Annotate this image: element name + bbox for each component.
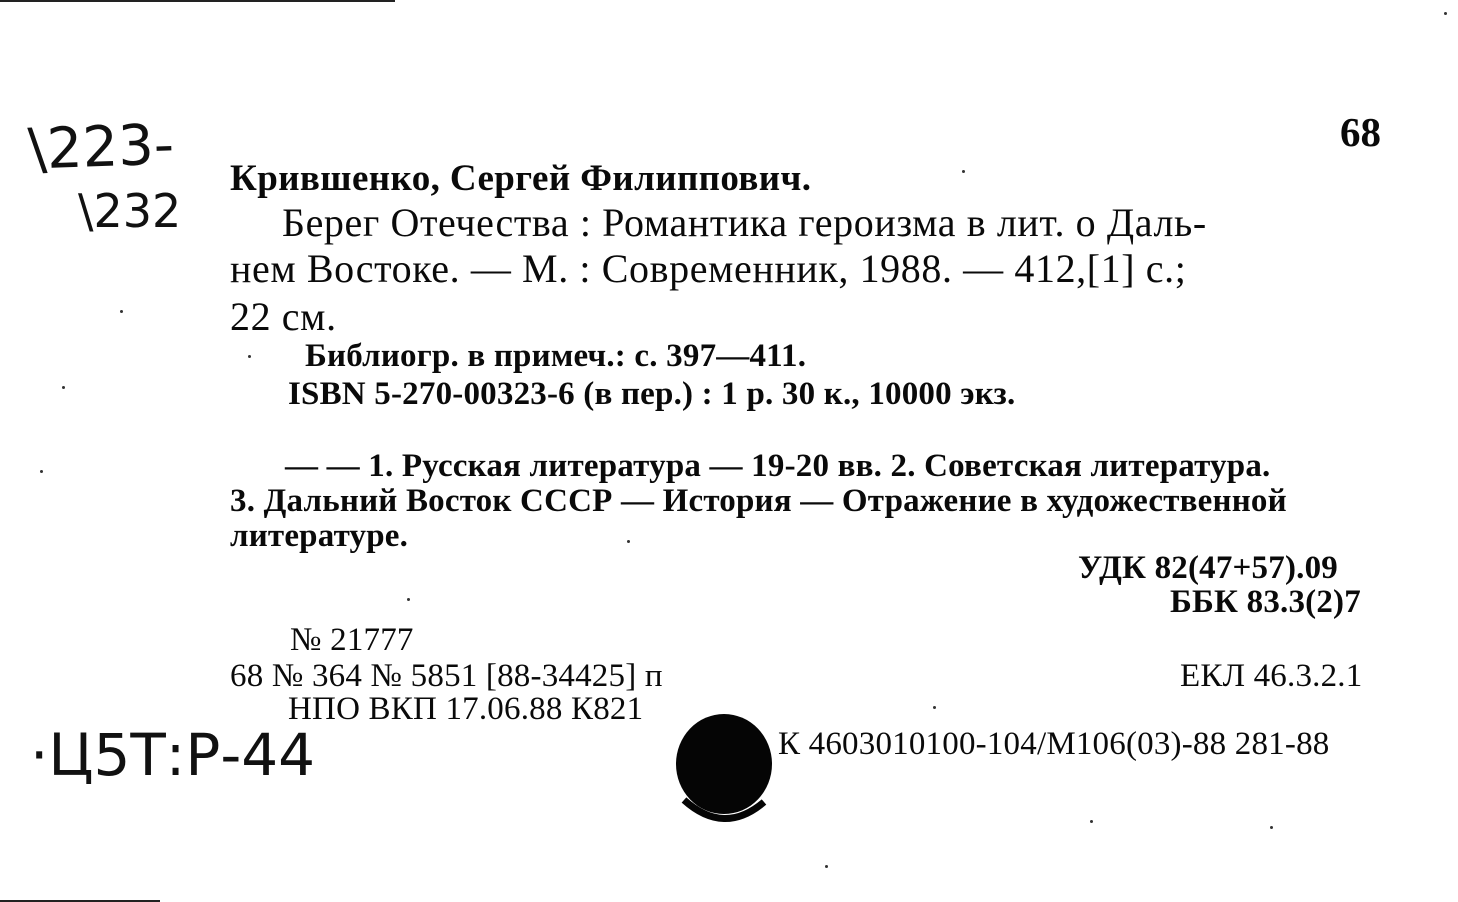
subjects-line-3: литературе. xyxy=(230,518,409,554)
page-number: 68 xyxy=(1340,109,1381,155)
scan-speck xyxy=(1090,820,1093,823)
title-line-3: 22 см. xyxy=(230,294,337,339)
scan-speck xyxy=(962,170,965,173)
subjects-line-1: — — 1. Русская литература — 19-20 вв. 2. Советская литература. xyxy=(285,448,1271,484)
title-line-2: нем Востоке. — М. : Современник, 1988. — 412,[1] с.; xyxy=(230,246,1187,291)
scan-speck xyxy=(40,470,43,473)
bibliography-note: Библиогр. в примеч.: с. 397—411. xyxy=(305,338,807,374)
scan-speck xyxy=(1270,826,1273,829)
npo-line: НПО ВКП 17.06.88 К821 xyxy=(288,691,644,727)
scan-speck xyxy=(933,706,936,709)
scan-speck xyxy=(62,386,65,389)
ekl-code: ЕКЛ 46.3.2.1 xyxy=(1180,658,1363,694)
author-heading: Крившенко, Сергей Филиппович. xyxy=(230,158,812,199)
title-line-1: Берег Отечества : Романтика героизма в лит. о Даль- xyxy=(282,200,1207,245)
scan-speck xyxy=(120,310,123,313)
card-number: № 21777 xyxy=(290,622,414,658)
scan-speck xyxy=(248,355,251,358)
k-code: К 4603010100-104/М106(03)-88 281-88 xyxy=(778,726,1330,762)
isbn-line: ISBN 5-270-00323-6 (в пер.) : 1 р. 30 к., 10000 экз. xyxy=(288,376,1016,412)
bbk-code: ББК 83.3(2)7 xyxy=(1170,584,1361,620)
order-line: 68 № 364 № 5851 [88-34425] п xyxy=(230,658,663,694)
subjects-line-2: 3. Дальний Восток СССР — История — Отражение в художественной xyxy=(230,483,1287,519)
punched-hole-icon xyxy=(670,706,780,836)
scan-speck xyxy=(407,598,410,601)
handwritten-shelf-mark-top: \223- xyxy=(26,112,176,183)
scan-edge-top xyxy=(0,0,395,2)
scan-speck xyxy=(1444,12,1447,15)
scan-speck xyxy=(825,865,828,868)
handwritten-bottom-code: ·Ц5Т:Р-44 xyxy=(30,721,316,789)
handwritten-shelf-mark-bottom: \232 xyxy=(78,184,182,238)
scan-speck xyxy=(627,540,630,543)
udk-code: УДК 82(47+57).09 xyxy=(1078,550,1338,586)
